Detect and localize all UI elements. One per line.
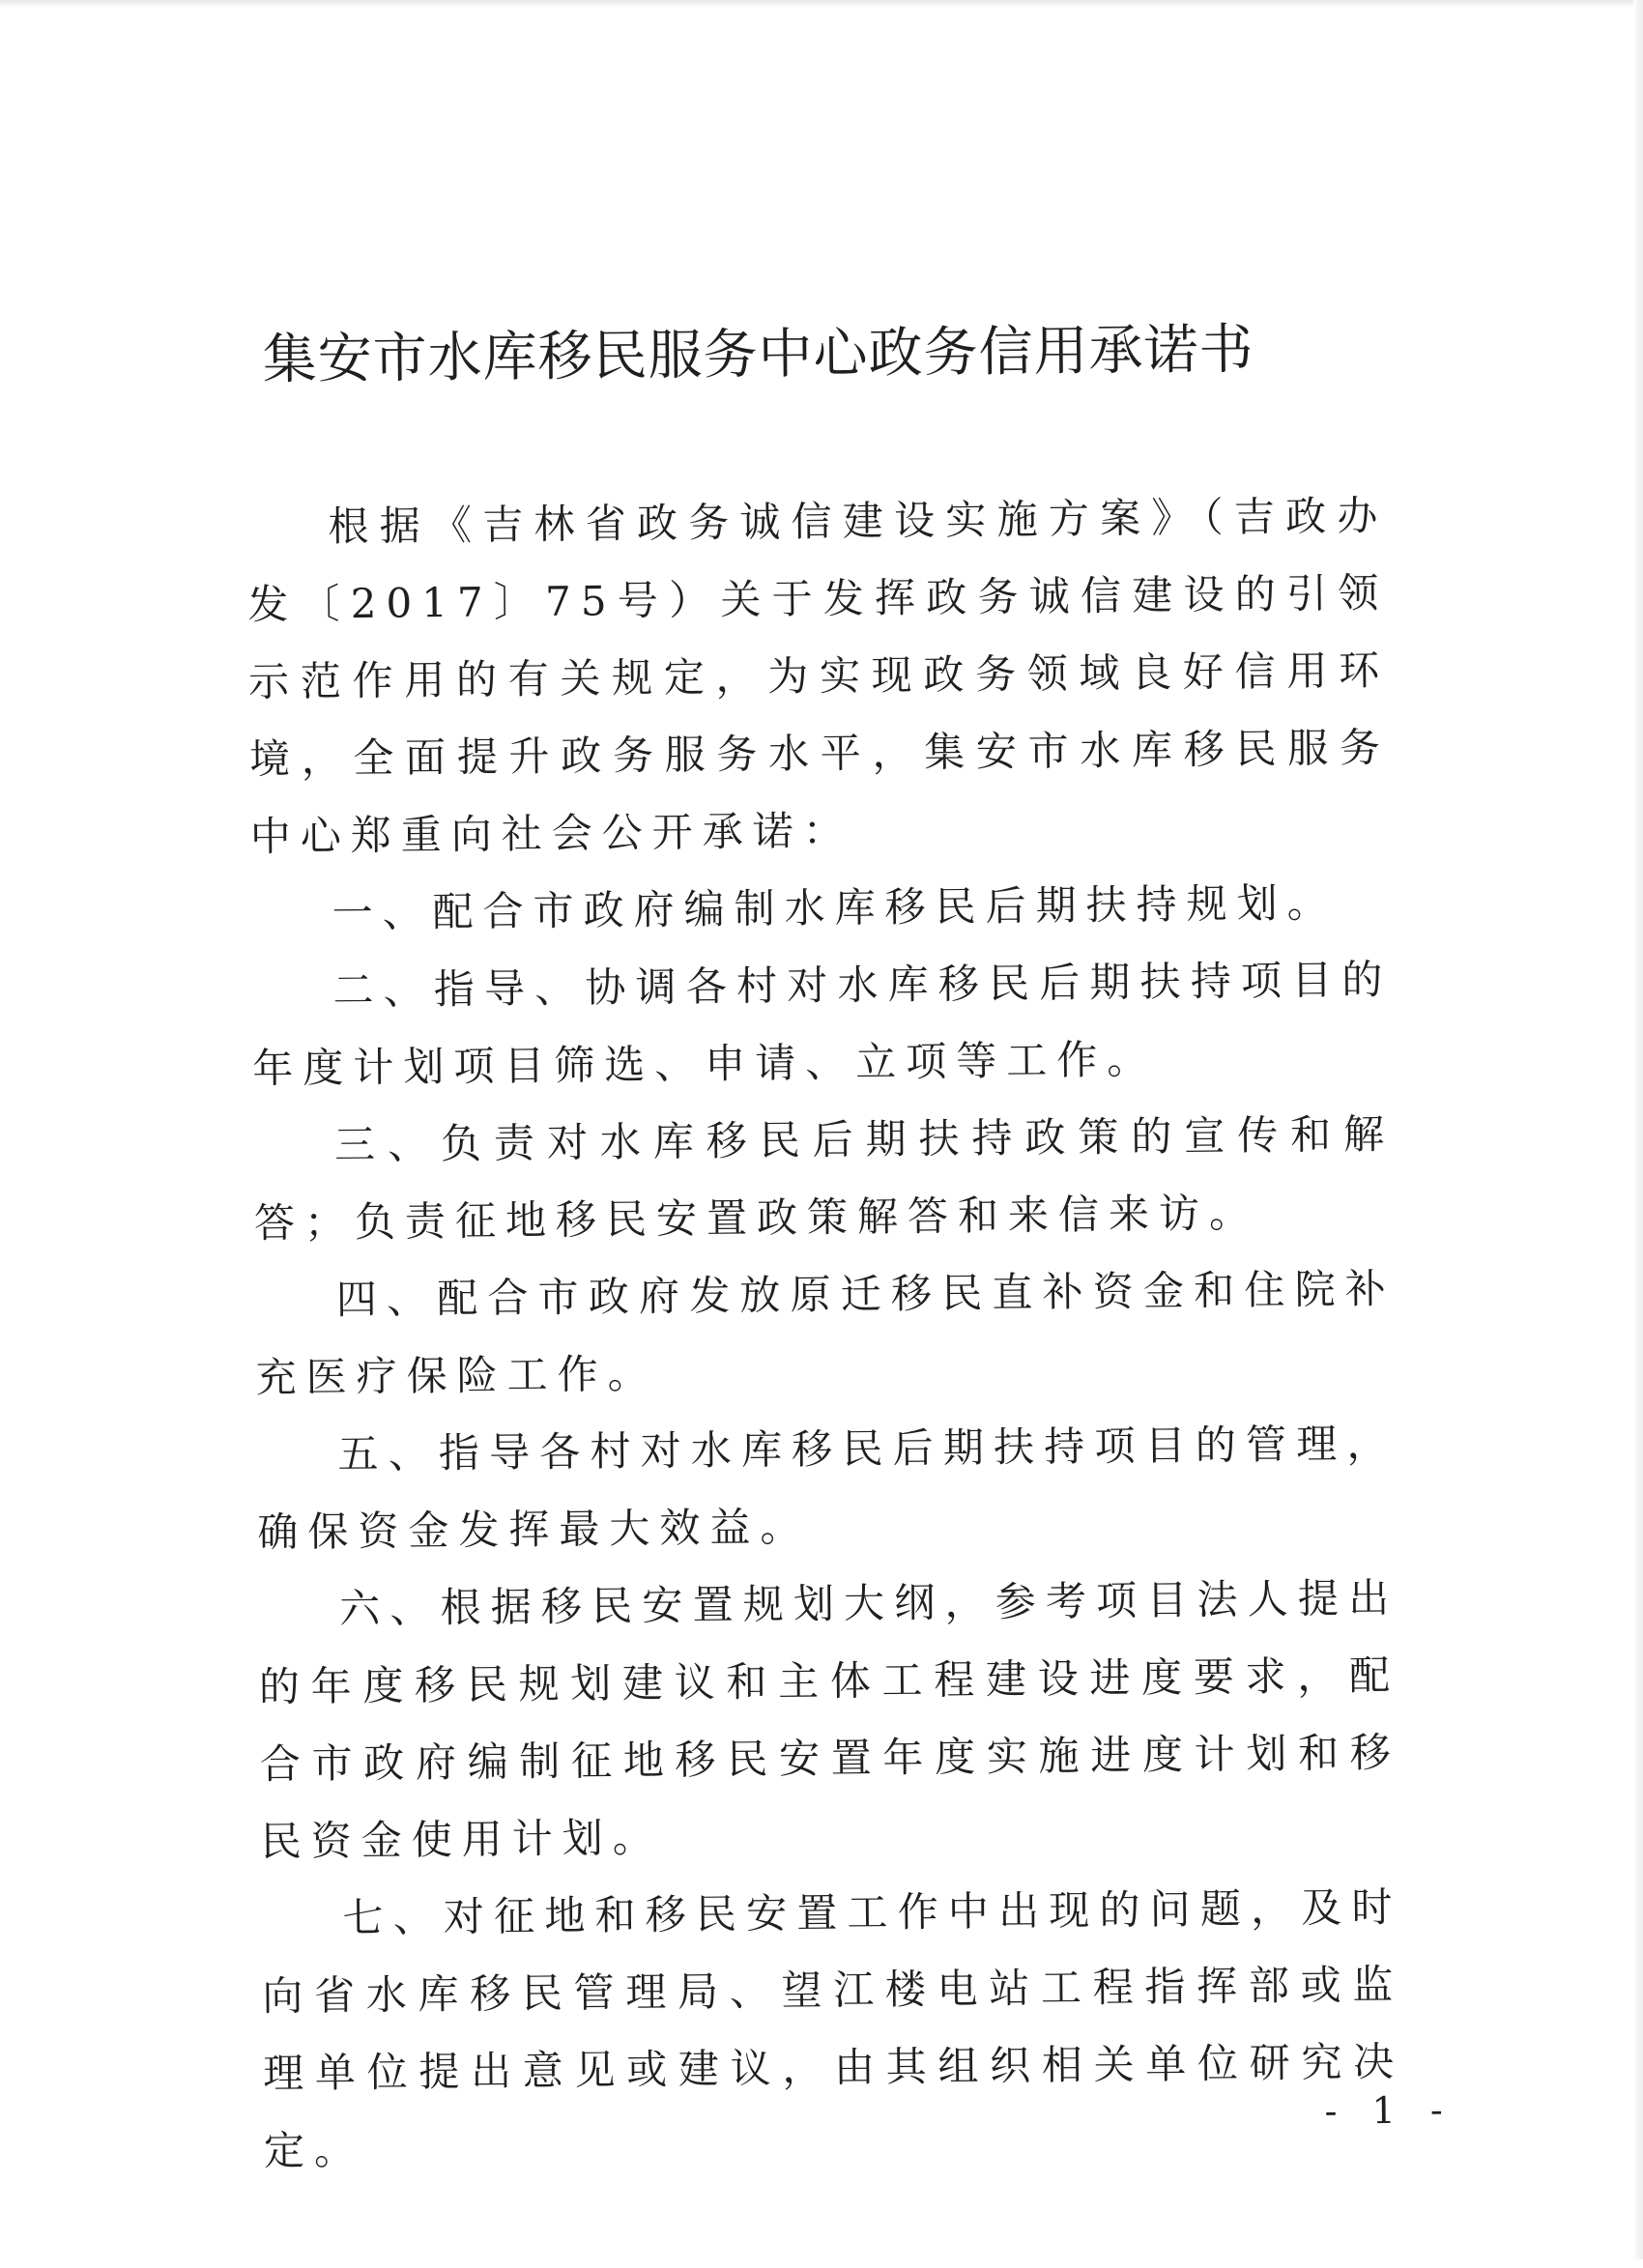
commitment-item: 一、配合市政府编制水库移民后期扶持规划。 [331, 878, 1338, 937]
commitment-item: 四、配合市政府发放原迁移民直补资金和住院补充医疗保险工作。 [255, 1264, 1397, 1402]
document-body [246, 477, 1404, 2190]
commitment-item: 六、根据移民安置规划大纲，参考项目法人提出的年度移民规划建议和主体工程建设进度要求，配合市政府编制征地移民安置年度实施进度计划和移民资金使用计划。 [258, 1573, 1401, 1866]
commitment-item: 三、负责对水库移民后期扶持政策的宣传和解答；负责征地移民安置政策解答和来信来访。 [253, 1109, 1395, 1248]
commitment-item: 七、对征地和移民安置工作中出现的问题，及时向省水库移民管理局、望江楼电站工程指挥部或监理单位提出意见或建议，由其组织相关单位研究决定。 [262, 1882, 1404, 2175]
document-title: 集安市水库移民服务中心政务信用承诺书 [262, 318, 1254, 392]
intro-paragraph: 根据《吉林省政务诚信建设实施方案》（吉政办发〔2017〕75号）关于发挥政务诚信建设的引领示范作用的有关规定，为实现政务领域良好信用环境，全面提升政务服务水平，集安市水库移民服务中心郑重向社会公开承诺： [247, 491, 1391, 861]
commitment-item: 二、指导、协调各村对水库移民后期扶持项目的年度计划项目筛选、申请、立项等工作。 [252, 955, 1393, 1093]
commitment-item: 五、指导各村对水库移民后期扶持项目的管理，确保资金发挥最大效益。 [257, 1419, 1398, 1557]
page-number: - 1 - [1324, 2088, 1455, 2133]
